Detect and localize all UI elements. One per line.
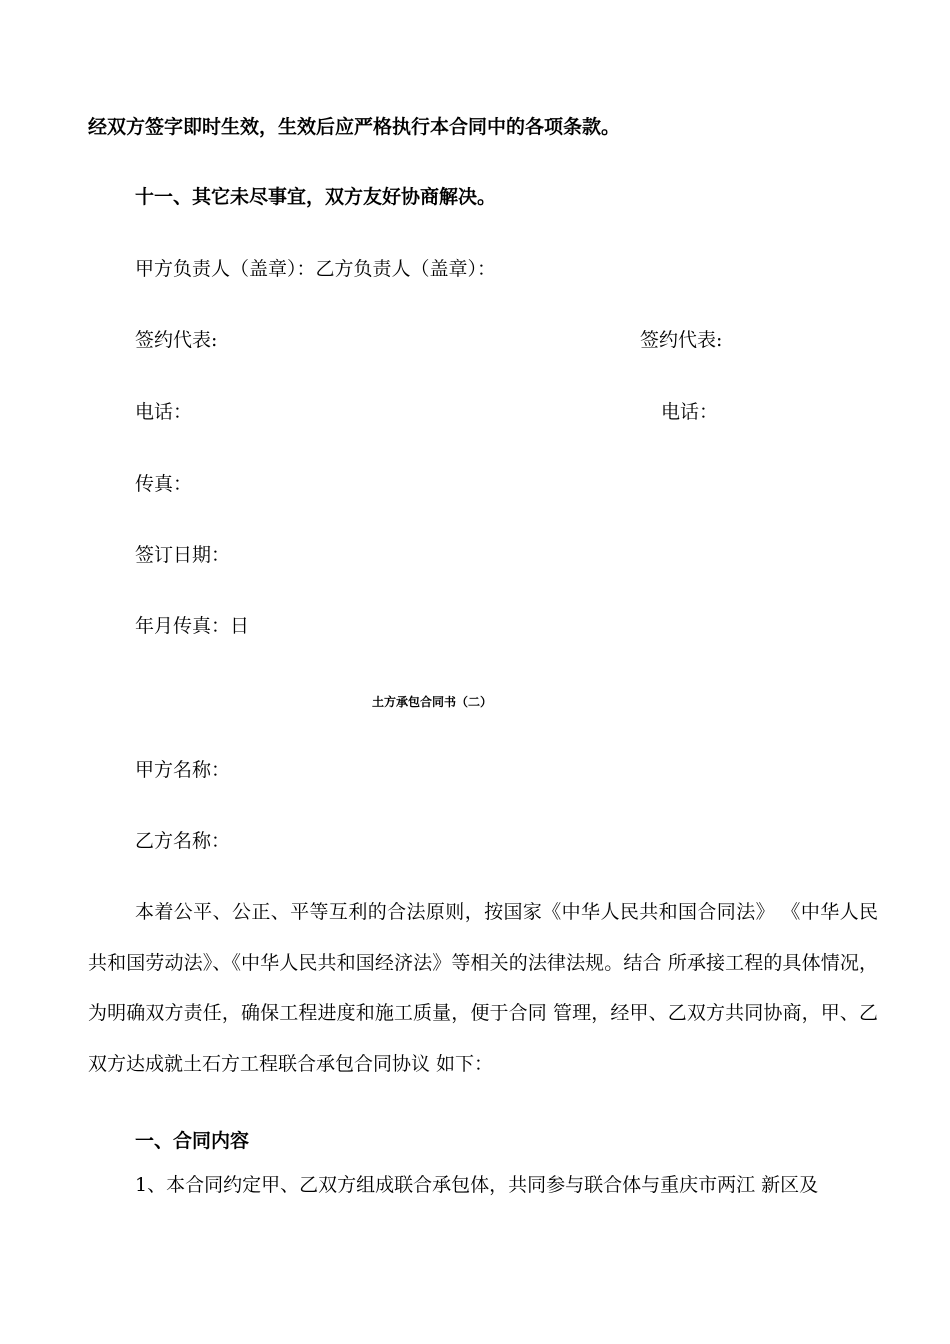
sign-date-line: 签订日期： — [135, 544, 231, 566]
fax-line: 传真： — [135, 473, 193, 495]
section-one-item-one: 1、本合同约定甲、乙双方组成联合承包体，共同参与联合体与重庆市两江 新区及 — [135, 1174, 819, 1196]
phone-right: 电话： — [661, 401, 719, 423]
contract-title: 土方承包合同书（二） — [372, 695, 493, 709]
continuation-line: 经双方签字即时生效，生效后应严格执行本合同中的各项条款。 — [88, 116, 621, 138]
party-b-name: 乙方名称： — [135, 830, 231, 852]
section-one-heading: 一、合同内容 — [135, 1130, 250, 1152]
signing-rep-left: 签约代表: — [135, 329, 218, 351]
party-a-name: 甲方名称： — [135, 759, 231, 781]
signing-rep-right: 签约代表: — [640, 329, 723, 351]
date-fax-line: 年月传真：日 — [135, 615, 250, 637]
clause-eleven: 十一、其它未尽事宜，双方友好协商解决。 — [135, 186, 497, 208]
seal-line: 甲方负责人（盖章）：乙方负责人（盖章）： — [135, 258, 497, 280]
preamble-paragraph: 本着公平、公正、平等互利的合法原则，按国家《中华人民共和国合同法》 《中华人民共和国劳动法》、《中华人民共和国经济法》等相关的法律法规。结合 所承接工程的具体情况，为明确双方责任，确保工程进度和施工质量，便于合同 管理，经甲、乙双方共同协商，甲、乙双方达成就土石方工程联合承包合同协议 如下： — [88, 901, 878, 1075]
phone-left: 电话： — [135, 401, 193, 423]
